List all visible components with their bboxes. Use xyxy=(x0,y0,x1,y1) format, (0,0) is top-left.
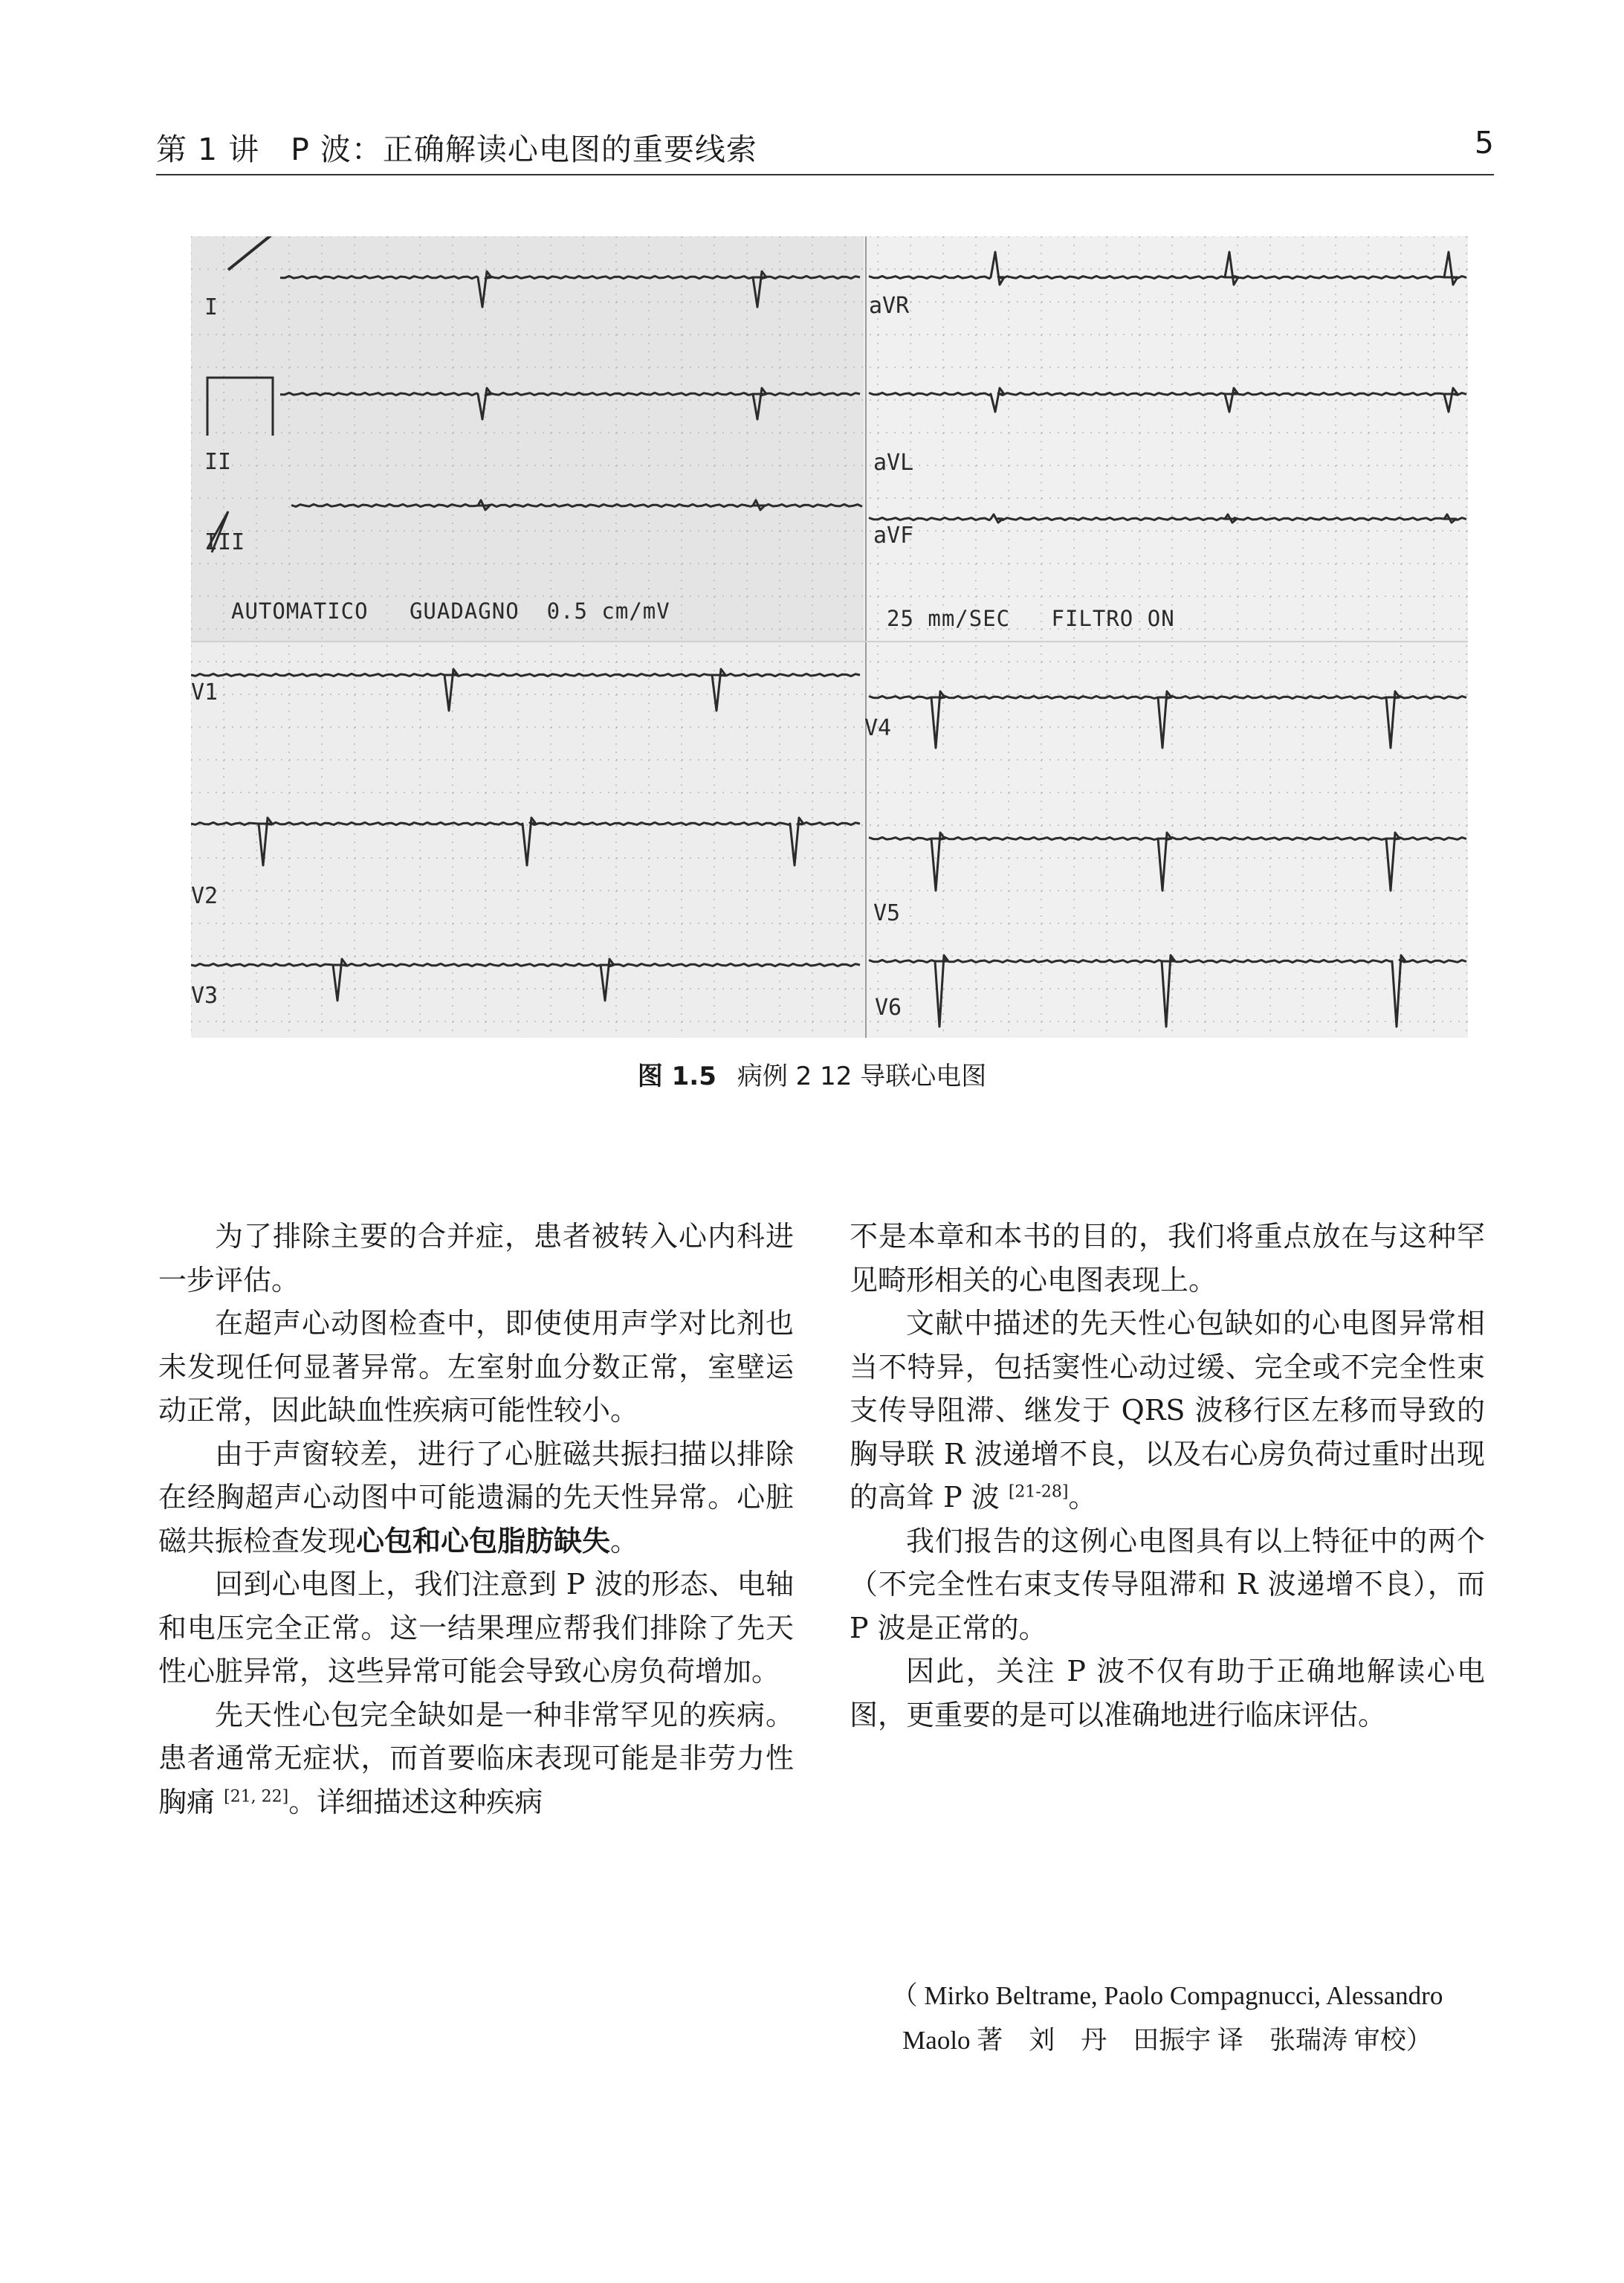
paragraph xyxy=(158,1433,794,1563)
figure-number: 图 1.5 xyxy=(637,1062,716,1091)
lead-label-III: III xyxy=(204,529,245,555)
citation-ref: [21-28] xyxy=(1008,1482,1069,1502)
chapter-title: 第 1 讲 P 波：正确解读心电图的重要线索 xyxy=(156,132,757,167)
paragraph-text: 由于声窗较差，进行了心脏磁共振扫描以排除在经胸超声心动图中可能遗漏的先天性异常。心脏磁共振检查发现 xyxy=(158,1437,794,1557)
lead-label-aVR: aVR xyxy=(869,293,910,319)
paragraph-text: 。 xyxy=(610,1524,639,1557)
paragraph: 回到心电图上，我们注意到 P 波的形态、电轴和电压完全正常。这一结果理应帮我们排除了先天性心脏异常，这些异常可能会导致心房负荷增加。 xyxy=(158,1568,794,1688)
citation-ref: [21, 22] xyxy=(224,1786,289,1806)
paragraph: 为了排除主要的合并症，患者被转入心内科进一步评估。 xyxy=(158,1220,794,1297)
paragraph-text: 。 xyxy=(1068,1481,1097,1514)
lead-label-II: II xyxy=(204,449,232,475)
lead-label-V3: V3 xyxy=(191,983,219,1009)
lead-label-aVF: aVF xyxy=(873,523,914,549)
ecg-tracing xyxy=(191,236,1468,1038)
ecg-gain-note: AUTOMATICO GUADAGNO 0.5 cm/mV xyxy=(231,598,670,624)
paragraph-text: 文献中描述的先天性心包缺如的心电图异常相当不特异，包括窦性心动过缓、完全或不完全性束支传导阻滞、继发于 QRS 波移行区左移而导致的胸导联 R 波递增不良，以及右心房负荷过重时出现的高耸 P 波 xyxy=(850,1307,1485,1514)
lead-label-aVL: aVL xyxy=(873,450,914,476)
running-header xyxy=(156,125,1494,172)
lead-label-V6: V6 xyxy=(875,995,902,1021)
paragraph xyxy=(158,1693,794,1824)
paragraph-text: 先天性心包完全缺如是一种非常罕见的疾病。患者通常无症状，而首要临床表现可能是非劳力性胸痛 xyxy=(158,1698,794,1818)
right-column xyxy=(850,1215,1485,1737)
author-credit xyxy=(850,1974,1485,2063)
figure-caption xyxy=(0,1056,1624,1092)
ecg-figure xyxy=(191,236,1468,1038)
header-rule xyxy=(156,174,1494,175)
paragraph: 因此，关注 P 波不仅有助于正确地解读心电图，更重要的是可以准确地进行临床评估。 xyxy=(850,1655,1485,1731)
ecg-speed-note: 25 mm/SEC FILTRO ON xyxy=(887,606,1175,631)
left-column xyxy=(158,1215,794,1824)
lead-label-V1: V1 xyxy=(191,679,219,705)
lead-label-I: I xyxy=(204,294,219,320)
lead-label-V2: V2 xyxy=(191,883,219,909)
credit-line: Maolo 著 刘 丹 田振宇 译 张瑞涛 审校） xyxy=(902,2026,1432,2055)
page-number: 5 xyxy=(1474,125,1494,161)
lead-label-V5: V5 xyxy=(873,900,901,926)
credit-line: （ Mirko Beltrame, Paolo Compagnucci, Alessandro xyxy=(891,1981,1443,2010)
paragraph: 在超声心动图检查中，即使使用声学对比剂也未发现任何显著异常。左室射血分数正常，室壁运动正常，因此缺血性疾病可能性较小。 xyxy=(158,1307,794,1427)
paragraph-text: 。详细描述这种疾病 xyxy=(288,1785,543,1818)
paragraph: 我们报告的这例心电图具有以上特征中的两个（不完全性右束支传导阻滞和 R 波递增不良），而 P 波是正常的。 xyxy=(850,1524,1485,1644)
paragraph: 不是本章和本书的目的，我们将重点放在与这种罕见畸形相关的心电图表现上。 xyxy=(850,1220,1485,1297)
bold-finding: 心包和心包脂肪缺失 xyxy=(356,1523,611,1557)
figure-caption-text: 病例 2 12 导联心电图 xyxy=(737,1062,987,1091)
paragraph xyxy=(850,1302,1485,1520)
lead-label-V4: V4 xyxy=(864,715,892,741)
